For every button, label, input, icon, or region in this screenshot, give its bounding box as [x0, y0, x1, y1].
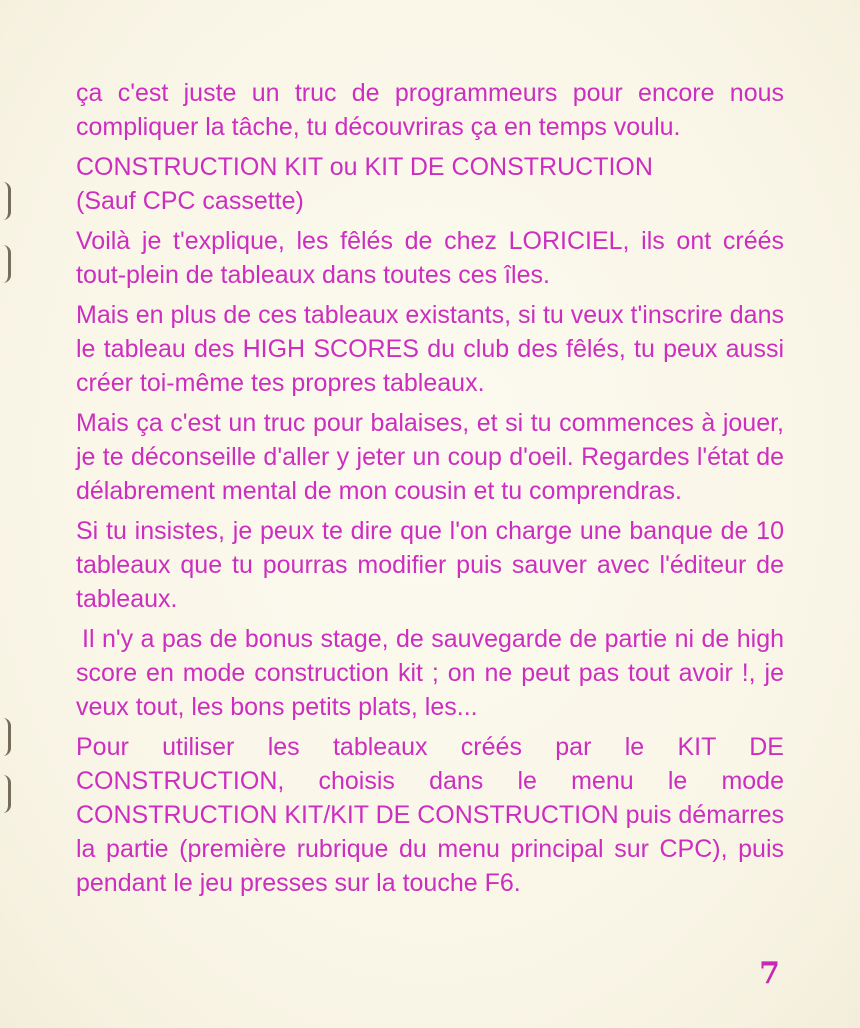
- paragraph-bank: Si tu insistes, je peux te dire que l'on charge une banque de 10 tableaux que tu pourras modifier puis sauver avec l'éditeur de tableaux.: [76, 517, 784, 613]
- paragraph-high-scores: Mais en plus de ces tableaux existants, si tu veux t'inscrire dans le tableau des HIGH SCORES du club des fêlés, tu peux aussi créer toi-même tes propres tableaux.: [76, 301, 784, 397]
- paragraph-usage: Pour utiliser les tableaux créés par le KIT DE CONSTRUCTION, choisis dans le menu le mode CONSTRUCTION KIT/KIT DE CONSTRUCTION puis démarres la partie (première rubrique du menu principal sur CPC), puis pendant le jeu presses sur la touche F6.: [76, 733, 784, 897]
- binding-staple-mark: [2, 182, 11, 220]
- binding-staple-mark: [2, 245, 11, 283]
- section-heading-construction-kit: CONSTRUCTION KIT ou KIT DE CONSTRUCTION (Sauf CPC cassette): [76, 153, 653, 215]
- paragraph-warning: Mais ça c'est un truc pour balaises, et si tu commences à jouer, je te déconseille d'aller y jeter un coup d'oeil. Regardes l'état de délabrement mental de mon cousin et tu comprendras.: [76, 409, 784, 505]
- paragraph-no-bonus: Il n'y a pas de bonus stage, de sauvegarde de partie ni de high score en mode construction kit ; on ne peut pas tout avoir !, je veux tout, les bons petits plats, les...: [76, 625, 784, 721]
- page-number: 7: [759, 956, 780, 991]
- paragraph-loriciel: Voilà je t'explique, les fêlés de chez LORICIEL, ils ont créés tout-plein de tableaux dans toutes ces îles.: [76, 227, 784, 289]
- paragraph-intro: ça c'est juste un truc de programmeurs pour encore nous compliquer la tâche, tu découvriras ça en temps voulu.: [76, 79, 784, 141]
- body-text: [76, 76, 784, 906]
- binding-staple-mark: [2, 775, 11, 813]
- binding-staple-mark: [2, 718, 11, 756]
